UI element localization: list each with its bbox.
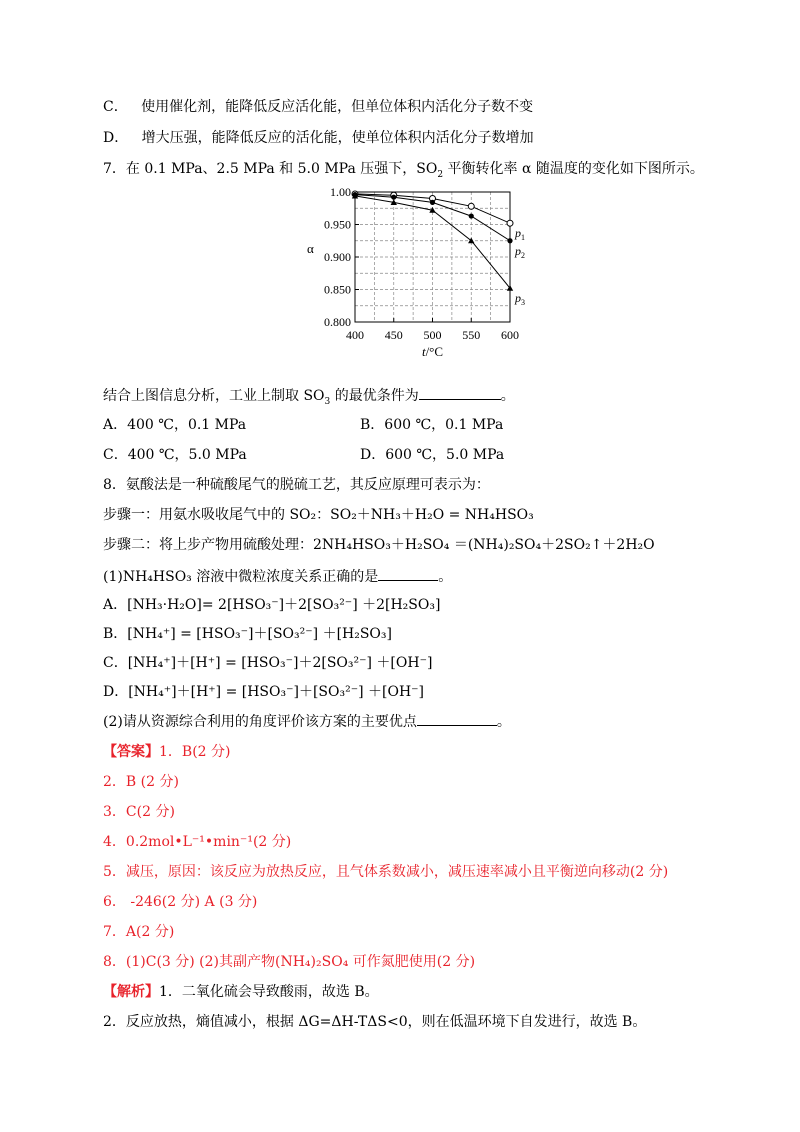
answer-line-2: 2．B (2 分) bbox=[103, 774, 179, 790]
answer-blank bbox=[378, 566, 438, 581]
q7-option-a: A．400 ℃，0.1 MPa bbox=[103, 417, 247, 433]
answer-label: 【答案】 bbox=[103, 744, 159, 760]
y-tick-label: 1.00 bbox=[330, 185, 351, 199]
q7-option-c: C．400 ℃，5.0 MPa bbox=[103, 447, 247, 463]
q7-question: 结合上图信息分析，工业上制取 $SO_3$ 的最优条件为 。 bbox=[103, 385, 515, 406]
answer-line-8: 8．(1)C(3 分) (2)其副产物(NH₄)₂SO₄ 可作氮肥使用(2 分) bbox=[103, 954, 476, 970]
x-tick-label: 450 bbox=[384, 328, 403, 342]
q8-sub1: (1)NH₄HSO₃ 溶液中微粒浓度关系正确的是 。 bbox=[103, 566, 452, 587]
data-point-p2 bbox=[430, 200, 435, 205]
answer-blank bbox=[419, 385, 501, 400]
analysis-line-2: 2．反应放热，熵值减小，根据 ΔG=ΔH-TΔS<0，则在低温环境下自发进行，故选 B。 bbox=[103, 1014, 647, 1030]
analysis-label: 【解析】 bbox=[103, 984, 159, 1000]
q8-option-b: B．[NH₄⁺] = [HSO₃⁻]＋[SO₃²⁻] ＋[H₂SO₃] bbox=[103, 626, 392, 642]
x-tick-label: 500 bbox=[423, 328, 442, 342]
so2-conversion-chart bbox=[295, 182, 535, 362]
y-tick-label: 0.950 bbox=[324, 217, 351, 232]
data-point-p2 bbox=[507, 238, 512, 243]
q8-option-a: A．[NH₃·H₂O]= 2[HSO₃⁻]＋2[SO₃²⁻] ＋2[H₂SO₃] bbox=[103, 597, 441, 613]
y-tick-label: 0.850 bbox=[324, 282, 351, 297]
answer-line-6: 6． -246(2 分) A (3 分) bbox=[103, 894, 258, 910]
q8-step2: 步骤二：将上步产物用硫酸处理：2NH₄HSO₃＋H₂SO₄ ＝(NH₄)₂SO₄＋2SO₂↑＋2H₂O bbox=[103, 537, 655, 553]
q8-sub2: (2)请从资源综合利用的角度评价该方案的主要优点 。 bbox=[103, 711, 511, 732]
data-point-p2 bbox=[469, 213, 474, 218]
answer-line-1: 【答案】1．B(2 分) bbox=[103, 744, 231, 760]
x-axis-label: t/°C bbox=[421, 344, 444, 359]
answer-blank bbox=[417, 711, 497, 726]
series-label-p3: $p_3$ bbox=[515, 291, 525, 308]
y-axis-label: α bbox=[307, 241, 314, 256]
series-label-p1: $p_1$ bbox=[515, 226, 525, 243]
q7-option-d: D．600 ℃，5.0 MPa bbox=[360, 447, 505, 463]
data-point-p2 bbox=[391, 195, 396, 200]
x-tick-label: 600 bbox=[501, 328, 519, 342]
q7-option-b: B．600 ℃，0.1 MPa bbox=[360, 417, 504, 433]
answer-line-4: 4．0.2mol•L⁻¹•min⁻¹(2 分) bbox=[103, 834, 292, 850]
q6-option-c: C． 使用催化剂，能降低反应活化能，但单位体积内活化分子数不变 bbox=[103, 99, 534, 115]
x-tick-label: 550 bbox=[462, 328, 481, 342]
y-tick-label: 0.800 bbox=[324, 315, 351, 329]
q8-step1: 步骤一：用氨水吸收尾气中的 SO₂：SO₂＋NH₃＋H₂O = NH₄HSO₃ bbox=[103, 507, 534, 523]
x-tick-label: 400 bbox=[346, 328, 364, 342]
answer-line-5: 5．减压，原因：该反应为放热反应，且气体系数减小，减压速率减小且平衡逆向移动(2 分) bbox=[103, 864, 669, 880]
data-point-p1 bbox=[468, 203, 474, 209]
analysis-line-1: 【解析】1．二氧化硫会导致酸雨，故选 B。 bbox=[103, 984, 379, 1000]
q6-option-d: D． 增大压强，能降低反应的活化能，使单位体积内活化分子数增加 bbox=[103, 130, 534, 146]
answer-line-3: 3．C(2 分) bbox=[103, 804, 175, 820]
q8-stem: 8．氨酸法是一种硫酸尾气的脱硫工艺，其反应原理可表示为： bbox=[103, 477, 490, 493]
answer-line-7: 7．A(2 分) bbox=[103, 924, 175, 940]
q7-stem: 7．在 0.1 MPa、2.5 MPa 和 5.0 MPa 压强下，$SO_2$ 平衡转化率 α 随温度的变化如下图所示。 bbox=[103, 161, 704, 180]
y-tick-label: 0.900 bbox=[324, 250, 351, 264]
data-point-p1 bbox=[507, 220, 513, 226]
q8-option-d: D．[NH₄⁺]＋[H⁺] = [HSO₃⁻]＋[SO₃²⁻] ＋[OH⁻] bbox=[103, 684, 425, 700]
q8-option-c: C．[NH₄⁺]＋[H⁺] = [HSO₃⁻]＋2[SO₃²⁻] ＋[OH⁻] bbox=[103, 655, 433, 671]
series-label-p2: $p_2$ bbox=[515, 243, 525, 260]
